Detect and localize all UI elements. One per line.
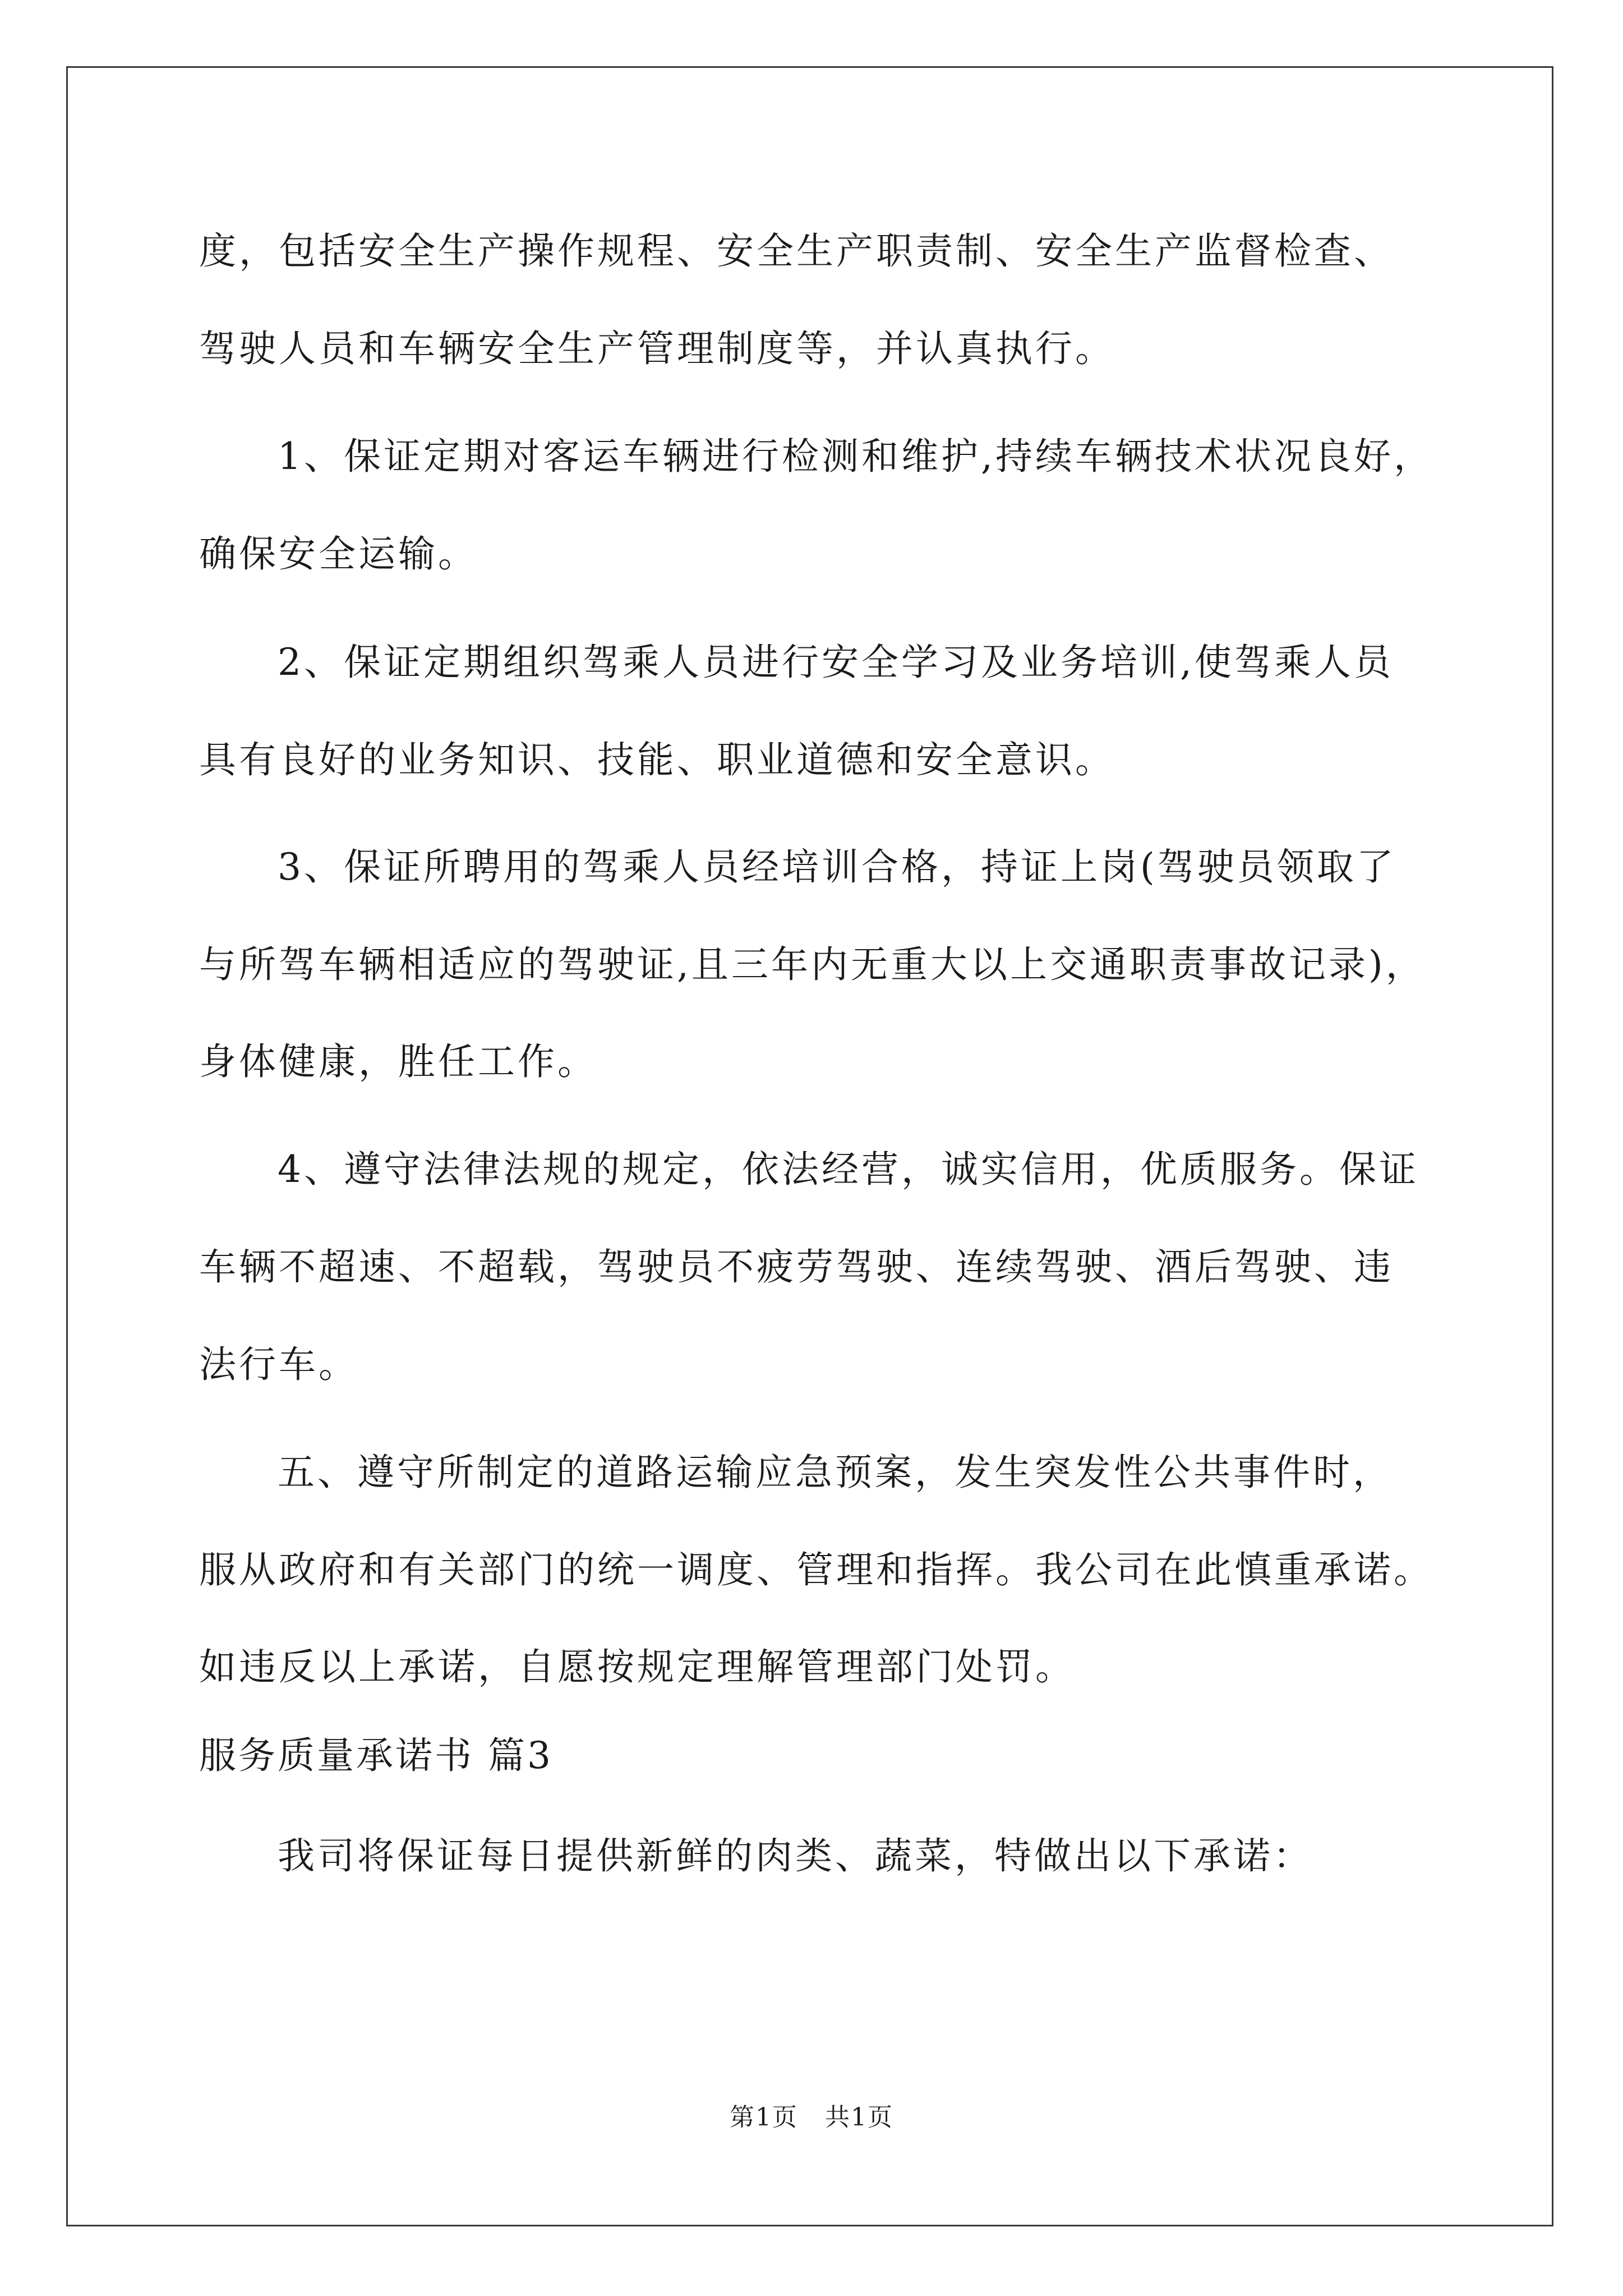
text-line: 驾驶人员和车辆安全生产管理制度等，并认真执行。 xyxy=(199,327,1115,370)
page-footer: 第1页 共1页 xyxy=(730,2103,893,2132)
text-line: 与所驾车辆相适应的驾驶证,且三年内无重大以上交通职责事故记录)， xyxy=(199,943,1426,986)
text-line: 车辆不超速、不超载，驾驶员不疲劳驾驶、连续驾驶、酒后驾驶、违 xyxy=(199,1245,1394,1289)
section-heading: 服务质量承诺书 篇3 xyxy=(199,1734,553,1777)
text-line: 度，包括安全生产操作规程、安全生产职责制、安全生产监督检查、 xyxy=(199,229,1394,273)
paragraph-line: 我司将保证每日提供新鲜的肉类、蔬菜，特做出以下承诺： xyxy=(278,1834,1313,1878)
paragraph-line: 2、保证定期组织驾乘人员进行安全学习及业务培训,使驾乘人员 xyxy=(278,641,1394,684)
paragraph-line: 五、遵守所制定的道路运输应急预案，发生突发性公共事件时， xyxy=(278,1451,1393,1494)
text-line: 身体健康，胜任工作。 xyxy=(199,1040,597,1083)
text-line: 法行车。 xyxy=(199,1343,358,1386)
text-line: 具有良好的业务知识、技能、职业道德和安全意识。 xyxy=(199,738,1115,781)
paragraph-line: 4、遵守法律法规的规定，依法经营，诚实信用，优质服务。保证 xyxy=(278,1148,1419,1191)
text-line: 如违反以上承诺，自愿按规定理解管理部门处罚。 xyxy=(199,1645,1075,1688)
text-line: 确保安全运输。 xyxy=(199,532,478,576)
paragraph-line: 1、保证定期对客运车辆进行检测和维护,持续车辆技术状况良好， xyxy=(278,435,1433,478)
paragraph-line: 3、保证所聘用的驾乘人员经培训合格，持证上岗(驾驶员领取了 xyxy=(278,845,1396,889)
text-line: 服从政府和有关部门的统一调度、管理和指挥。我公司在此慎重承诺。 xyxy=(199,1548,1433,1591)
